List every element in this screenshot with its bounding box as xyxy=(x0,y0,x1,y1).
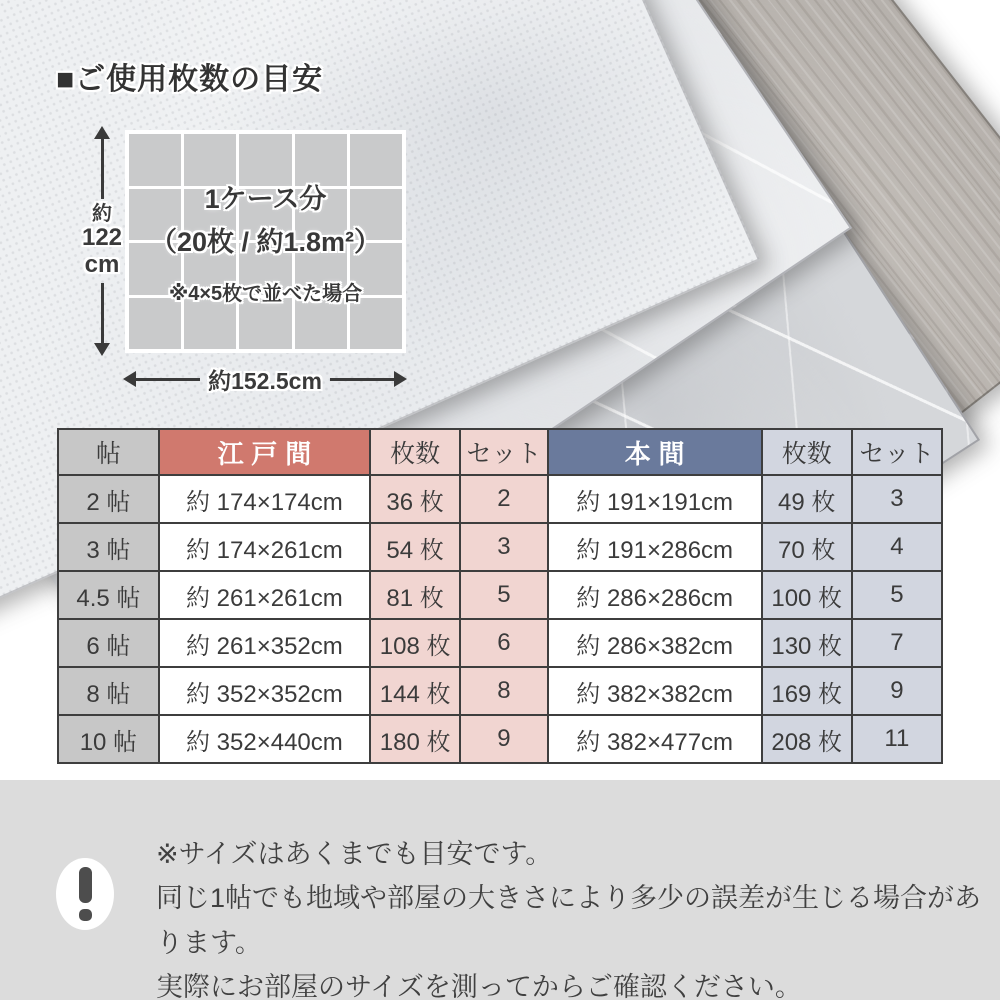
cell-size: 2 帖 xyxy=(58,475,159,523)
size-table xyxy=(57,428,943,764)
table-row xyxy=(58,667,942,715)
exclamation-dot xyxy=(79,909,92,921)
cell-honma-sets: 9 xyxy=(852,667,942,715)
cell-honma-sheets: 49 枚 xyxy=(762,475,852,523)
header-edoma-sheets: 枚数 xyxy=(370,429,460,475)
cell-edoma-sets: 5 xyxy=(460,571,548,619)
cell-honma-sets: 7 xyxy=(852,619,942,667)
caution-line-3: 実際にお部屋のサイズを測ってからご確認ください。 xyxy=(156,971,802,1000)
cell-honma-sheets: 208 枚 xyxy=(762,715,852,763)
cell-edoma-sets: 2 xyxy=(460,475,548,523)
page-title: ■ご使用枚数の目安 xyxy=(56,63,324,96)
height-dimension-label xyxy=(82,199,122,283)
cell-honma-sheets: 100 枚 xyxy=(762,571,852,619)
cell-honma-dim: 約 191×191cm xyxy=(548,475,762,523)
cell-edoma-sheets: 108 枚 xyxy=(370,619,460,667)
width-dimension-arrow xyxy=(123,363,407,395)
header-honma-sets: セット xyxy=(852,429,942,475)
cell-edoma-sets: 9 xyxy=(460,715,548,763)
cell-size: 10 帖 xyxy=(58,715,159,763)
caution-line-2: 同じ1帖でも地域や部屋の大きさにより多少の誤差が生じる場合があります。 xyxy=(156,883,982,958)
case-detail: （20枚 / 約1.8m²） xyxy=(149,227,382,257)
cell-edoma-sets: 3 xyxy=(460,523,548,571)
caution-note xyxy=(156,832,1000,1000)
cell-edoma-sheets: 180 枚 xyxy=(370,715,460,763)
cell-edoma-sheets: 36 枚 xyxy=(370,475,460,523)
cell-size: 6 帖 xyxy=(58,619,159,667)
header-edoma-sets: セット xyxy=(460,429,548,475)
exclamation-icon xyxy=(56,858,114,930)
header-edoma: 江戸間 xyxy=(159,429,370,475)
cell-edoma-dim: 約 261×261cm xyxy=(159,571,370,619)
arrow-down-icon xyxy=(94,343,110,356)
cell-honma-sets: 3 xyxy=(852,475,942,523)
cell-edoma-dim: 約 261×352cm xyxy=(159,619,370,667)
cell-honma-sets: 4 xyxy=(852,523,942,571)
height-dimension-arrow xyxy=(80,126,124,356)
cell-edoma-dim: 約 352×352cm xyxy=(159,667,370,715)
header-jo: 帖 xyxy=(58,429,159,475)
table-header-row xyxy=(58,429,942,475)
caution-line-1: ※サイズはあくまでも目安です。 xyxy=(156,839,553,869)
arrow-up-icon xyxy=(94,126,110,139)
cell-edoma-sheets: 54 枚 xyxy=(370,523,460,571)
cell-edoma-sheets: 81 枚 xyxy=(370,571,460,619)
arrow-left-icon xyxy=(123,371,136,387)
cell-edoma-sets: 6 xyxy=(460,619,548,667)
width-dimension-label: 約152.5cm xyxy=(208,367,322,394)
cell-honma-sets: 11 xyxy=(852,715,942,763)
cell-edoma-sets: 8 xyxy=(460,667,548,715)
cell-honma-dim: 約 286×286cm xyxy=(548,571,762,619)
table-row xyxy=(58,571,942,619)
table-row xyxy=(58,715,942,763)
cell-honma-dim: 約 286×382cm xyxy=(548,619,762,667)
header-honma-sheets: 枚数 xyxy=(762,429,852,475)
cell-size: 3 帖 xyxy=(58,523,159,571)
arrow-line xyxy=(101,139,104,199)
case-note: ※4×5枚で並べた場合 xyxy=(168,283,363,305)
cell-edoma-dim: 約 174×174cm xyxy=(159,475,370,523)
cell-honma-dim: 約 382×477cm xyxy=(548,715,762,763)
arrow-line xyxy=(330,378,394,381)
height-label-approx: 約 xyxy=(91,202,112,225)
cell-honma-sheets: 169 枚 xyxy=(762,667,852,715)
arrow-right-icon xyxy=(394,371,407,387)
cell-edoma-dim: 約 352×440cm xyxy=(159,715,370,763)
height-label-unit: cm xyxy=(84,251,120,279)
table-row xyxy=(58,475,942,523)
height-label-value: 122 xyxy=(81,224,123,252)
table-row xyxy=(58,619,942,667)
cell-honma-sheets: 70 枚 xyxy=(762,523,852,571)
cell-edoma-sheets: 144 枚 xyxy=(370,667,460,715)
case-title: 1ケース分 xyxy=(204,184,327,214)
arrow-line xyxy=(101,283,104,343)
cell-size: 8 帖 xyxy=(58,667,159,715)
cell-honma-dim: 約 382×382cm xyxy=(548,667,762,715)
cell-honma-dim: 約 191×286cm xyxy=(548,523,762,571)
exclamation-bar xyxy=(79,867,92,903)
case-quantity-caption xyxy=(125,130,406,353)
cell-edoma-dim: 約 174×261cm xyxy=(159,523,370,571)
cell-honma-sets: 5 xyxy=(852,571,942,619)
table-row xyxy=(58,523,942,571)
cell-honma-sheets: 130 枚 xyxy=(762,619,852,667)
header-honma: 本間 xyxy=(548,429,762,475)
cell-size: 4.5 帖 xyxy=(58,571,159,619)
arrow-line xyxy=(136,378,200,381)
